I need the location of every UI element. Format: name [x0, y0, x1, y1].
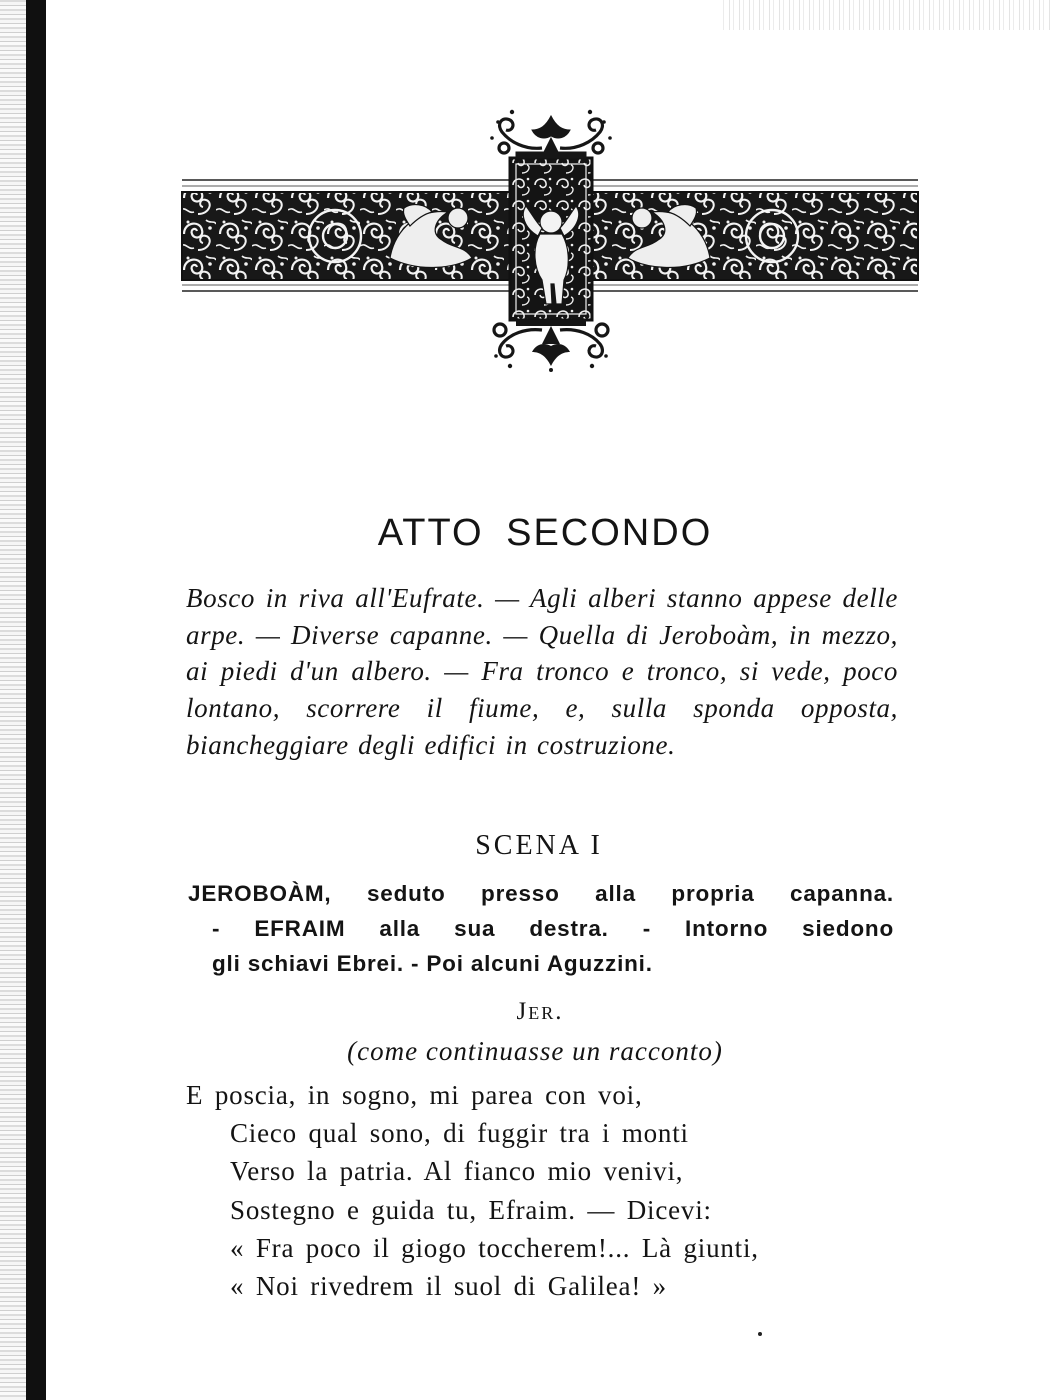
- verse-lines: [186, 1076, 886, 1305]
- act-title: ATTO SECONDO: [377, 512, 713, 554]
- cast-list: [188, 876, 894, 981]
- verse-line: « Noi rivedrem il suol di Galilea! »: [230, 1271, 667, 1302]
- verse-line: E poscia, in sogno, mi parea con voi,: [186, 1080, 643, 1110]
- stage-setting: [186, 580, 898, 764]
- cast-line: JEROBOÀM, seduto presso alla propria capanna.: [188, 881, 894, 906]
- cast-line: gli schiavi Ebrei. - Poi alcuni Aguzzini.: [212, 951, 653, 976]
- cast-line: - EFRAIM alla sua destra. - Intorno siedono: [212, 916, 894, 941]
- scan-edge-speckle: [0, 0, 26, 1400]
- scene-heading: SCENA I: [475, 830, 603, 861]
- verse-line: « Fra poco il giogo toccherem!... Là giunti,: [230, 1232, 759, 1263]
- stage-setting-text: Bosco in riva all'Eufrate. — Agli alberi stanno appese delle arpe. — Diverse capanne. — Quella di Jeroboàm, in mezzo, ai piedi d'un albero. — Fra tronco e tronco, si vede, poco lontano, scorrere il fiume, e, sulla sponda opposta, biancheggiare degli edifici in costruzione.: [186, 583, 898, 760]
- verse-line: Verso la patria. Al fianco mio venivi,: [230, 1156, 684, 1187]
- scan-top-noise: [720, 0, 1050, 30]
- verse-line: Sostegno e guida tu, Efraim. — Dicevi:: [230, 1194, 712, 1225]
- stage-direction: (come continuasse un racconto): [347, 1036, 723, 1066]
- scan-edge-bar: [26, 0, 46, 1400]
- ink-speck: [758, 1332, 762, 1336]
- decorative-headpiece: [180, 108, 920, 373]
- speaker-name: Jer.: [516, 998, 564, 1025]
- verse-line: Cieco qual sono, di fuggir tra i monti: [230, 1118, 689, 1149]
